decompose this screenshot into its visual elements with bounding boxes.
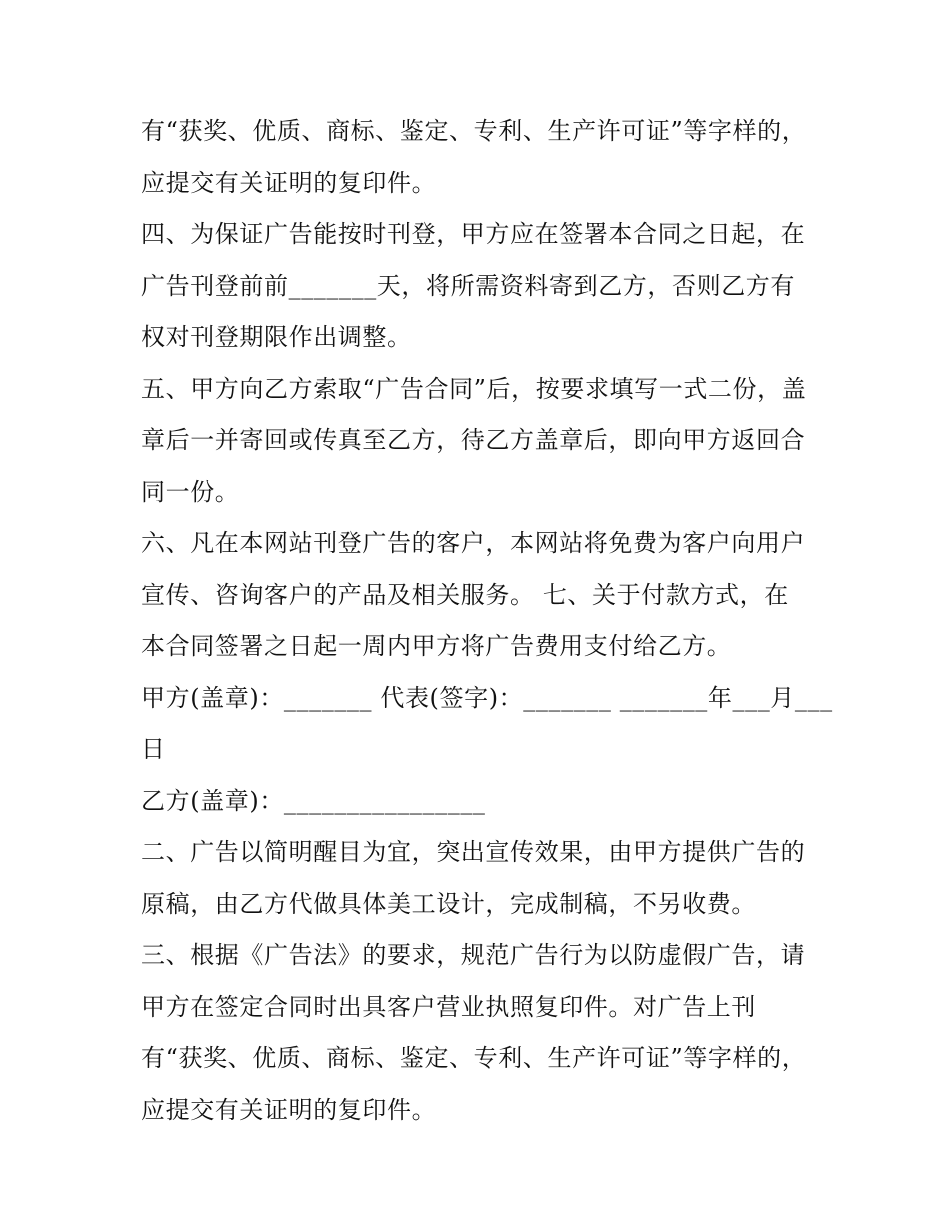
- text-line: 权对刊登期限作出调整。: [141, 323, 412, 351]
- document-body: [141, 106, 833, 1136]
- text-line: 六、凡在本网站刊登广告的客户，本网站将免费为客户向用户: [141, 529, 806, 557]
- text-line: 应提交有关证明的复印件。: [141, 1095, 437, 1124]
- text-line: 有“获奖、优质、商标、鉴定、专利、生产许可证”等字样的，: [141, 1044, 807, 1072]
- text-line: 应提交有关证明的复印件。: [141, 168, 437, 197]
- text-line: 原稿，由乙方代做具体美工设计，完成制稿，不另收费。: [141, 889, 756, 918]
- signature-line-party-b: 乙方(盖章)：________________: [141, 786, 486, 815]
- text-line: 章后一并寄回或传真至乙方，待乙方盖章后，即向甲方返回合: [141, 426, 806, 454]
- text-line: 甲方在签定合同时出具客户营业执照复印件。对广告上刊: [141, 992, 756, 1021]
- text-line: 宣传、咨询客户的产品及相关服务。 七、关于付款方式，在: [141, 580, 789, 609]
- text-line: 二、广告以简明醒目为宜，突出宣传效果，由甲方提供广告的: [141, 838, 806, 866]
- text-line: 有“获奖、优质、商标、鉴定、专利、生产许可证”等字样的，: [141, 117, 807, 145]
- text-line: 四、为保证广告能按时刊登，甲方应在签署本合同之日起，在: [141, 220, 806, 248]
- text-line: 日: [141, 735, 166, 763]
- text-line: 三、根据《广告法》的要求，规范广告行为以防虚假广告，请: [141, 941, 806, 969]
- signature-line-party-a: 甲方(盖章)：_______ 代表(签字)：_______ _______年___月___: [141, 683, 833, 712]
- text-line: 广告刊登前前_______天，将所需资料寄到乙方，否则乙方有: [141, 271, 795, 300]
- text-line: 本合同签署之日起一周内甲方将广告费用支付给乙方。: [141, 632, 732, 660]
- text-line: 同一份。: [141, 477, 240, 506]
- text-line: 五、甲方向乙方索取“广告合同”后，按要求填写一式二份，盖: [141, 374, 807, 403]
